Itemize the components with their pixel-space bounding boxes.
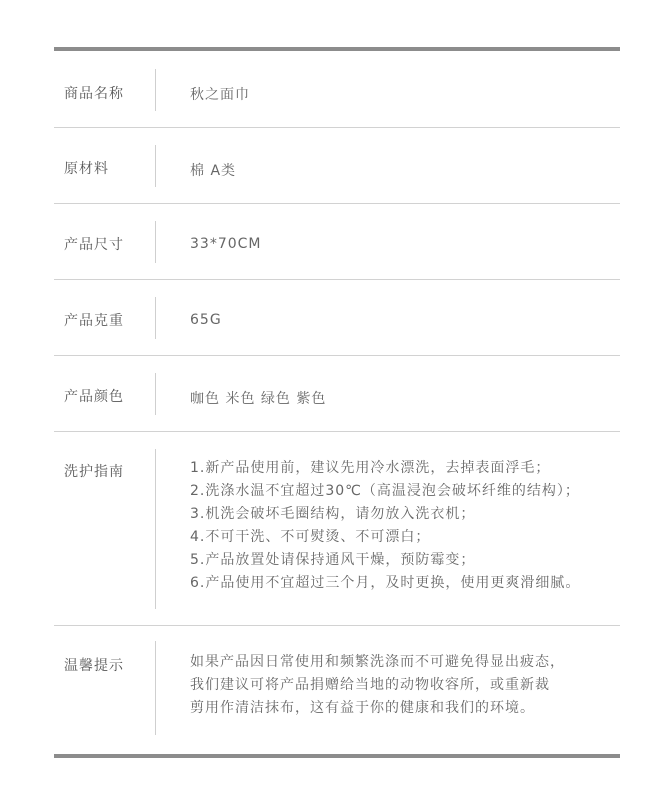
- spec-row-weight: [54, 280, 620, 355]
- care-guide-line: 2.洗涤水温不宜超过30℃（高温浸泡会破坏纤维的结构）；: [190, 483, 580, 499]
- spec-value-size: 33*70CM: [190, 236, 262, 252]
- care-guide-line: 5.产品放置处请保持通风干燥，预防霉变；: [190, 552, 476, 568]
- spec-value-weight: 65G: [190, 312, 222, 328]
- row-separator: [155, 69, 156, 111]
- care-guide-line: 3.机洗会破坏毛圈结构，请勿放入洗衣机；: [190, 506, 476, 522]
- spec-row-colors: [54, 356, 620, 431]
- care-guide-line: 6.产品使用不宜超过三个月，及时更换，使用更爽滑细腻。: [190, 575, 581, 591]
- table-bottom-rule: [54, 754, 620, 758]
- tips-line: 如果产品因日常使用和频繁洗涤而不可避免得显出疲态，: [190, 654, 565, 670]
- spec-label-colors: 产品颜色: [64, 389, 124, 405]
- spec-label-weight: 产品克重: [64, 313, 124, 329]
- row-separator: [155, 145, 156, 187]
- spec-label-size: 产品尺寸: [64, 237, 124, 253]
- product-spec-table: [54, 47, 620, 758]
- spec-row-size: [54, 204, 620, 279]
- care-guide-line: 4.不可干洗、不可熨烫、不可漂白；: [190, 529, 431, 545]
- tips-line: 我们建议可将产品捐赠给当地的动物收容所，或重新裁: [190, 677, 550, 693]
- spec-value-care-guide: [190, 457, 620, 595]
- spec-value-material: 棉 A类: [190, 163, 237, 179]
- row-separator: [155, 449, 156, 609]
- row-separator: [155, 373, 156, 415]
- row-separator: [155, 221, 156, 263]
- spec-label-care-guide: 洗护指南: [64, 464, 124, 480]
- spec-row-care-guide: [54, 432, 620, 625]
- spec-row-tips: [54, 626, 620, 754]
- spec-value-colors: 咖色 米色 绿色 紫色: [190, 391, 327, 407]
- spec-label-material: 原材料: [64, 161, 109, 177]
- spec-row-material: [54, 128, 620, 203]
- spec-value-tips: [190, 651, 620, 720]
- tips-line: 剪用作清洁抹布，这有益于你的健康和我们的环境。: [190, 700, 535, 716]
- row-separator: [155, 641, 156, 735]
- spec-label-tips: 温馨提示: [64, 658, 124, 674]
- spec-row-product-name: [54, 51, 620, 127]
- care-guide-line: 1.新产品使用前，建议先用冷水漂洗，去掉表面浮毛；: [190, 460, 551, 476]
- spec-value-product-name: 秋之面巾: [190, 87, 250, 103]
- row-separator: [155, 297, 156, 339]
- spec-label-product-name: 商品名称: [64, 86, 124, 102]
